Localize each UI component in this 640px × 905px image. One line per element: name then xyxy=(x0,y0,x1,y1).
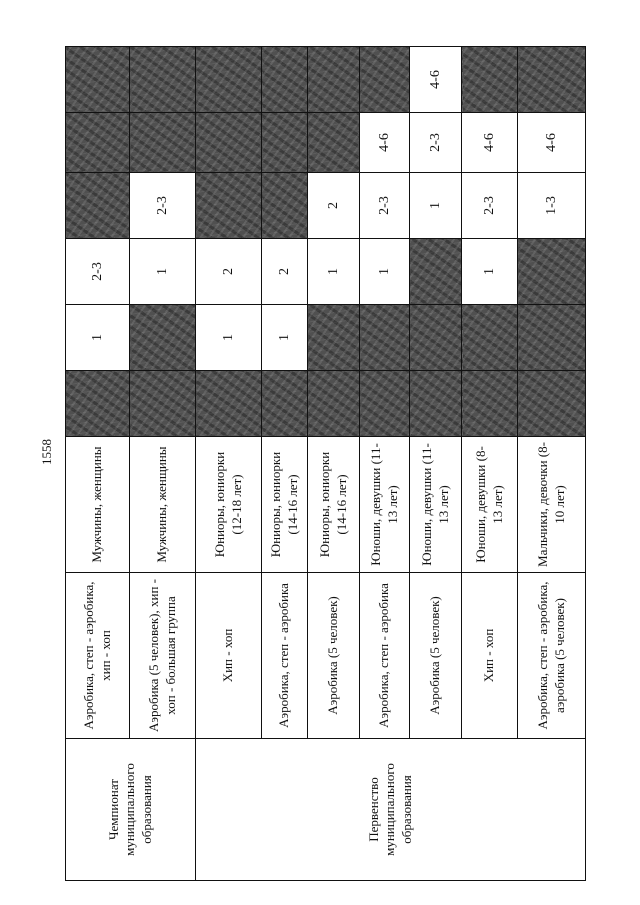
shaded-cell xyxy=(66,113,130,173)
discipline-cell: Аэробика, степ - аэробика, аэробика (5 человек) xyxy=(518,573,586,739)
discipline-cell: Хип - хоп xyxy=(462,573,518,739)
shaded-cell xyxy=(518,371,586,437)
discipline-cell: Хип - хоп xyxy=(196,573,262,739)
discipline-cell: Аэробика, степ - аэробика xyxy=(360,573,410,739)
shaded-cell xyxy=(518,239,586,305)
place-cell: 1 xyxy=(308,239,360,305)
competition-cell: Чемпионат муниципального образования xyxy=(66,739,196,881)
place-cell: 2 xyxy=(262,239,308,305)
discipline-cell: Аэробика (5 человек) xyxy=(308,573,360,739)
place-cell: 2-3 xyxy=(130,173,196,239)
shaded-cell xyxy=(196,173,262,239)
place-cell: 2 xyxy=(196,239,262,305)
place-cell: 2-3 xyxy=(462,173,518,239)
category-cell: Юноши, девушки (11-13 лет) xyxy=(360,437,410,573)
place-cell: 1 xyxy=(66,305,130,371)
place-cell: 1 xyxy=(360,239,410,305)
shaded-cell xyxy=(462,305,518,371)
table-row xyxy=(196,47,262,881)
place-cell: 1 xyxy=(196,305,262,371)
category-cell: Юниоры, юниорки (14-16 лет) xyxy=(262,437,308,573)
category-cell: Юниоры, юниорки (12-18 лет) xyxy=(196,437,262,573)
place-cell: 4-6 xyxy=(462,113,518,173)
discipline-cell: Аэробика, степ - аэробика, хип - хоп xyxy=(66,573,130,739)
place-cell: 4-6 xyxy=(410,47,462,113)
place-cell: 1 xyxy=(262,305,308,371)
shaded-cell xyxy=(66,371,130,437)
shaded-cell xyxy=(462,371,518,437)
discipline-cell: Аэробика (5 человек), хип - хоп - большая группа xyxy=(130,573,196,739)
place-cell: 1 xyxy=(462,239,518,305)
shaded-cell xyxy=(360,371,410,437)
discipline-cell: Аэробика, степ - аэробика xyxy=(262,573,308,739)
category-cell: Мужчины, женщины xyxy=(66,437,130,573)
shaded-cell xyxy=(262,47,308,113)
shaded-cell xyxy=(196,47,262,113)
shaded-cell xyxy=(130,371,196,437)
place-cell: 2 xyxy=(308,173,360,239)
shaded-cell xyxy=(410,239,462,305)
competition-cell: Первенство муниципального образования xyxy=(196,739,586,881)
place-cell: 4-6 xyxy=(518,113,586,173)
shaded-cell xyxy=(308,47,360,113)
discipline-cell: Аэробика (5 человек) xyxy=(410,573,462,739)
table-row xyxy=(66,47,130,881)
category-cell: Мальчики, девочки (8-10 лет) xyxy=(518,437,586,573)
results-table xyxy=(65,46,586,881)
shaded-cell xyxy=(196,371,262,437)
place-cell: 2-3 xyxy=(410,113,462,173)
shaded-cell xyxy=(410,305,462,371)
place-cell: 1 xyxy=(130,239,196,305)
shaded-cell xyxy=(66,47,130,113)
shaded-cell xyxy=(262,173,308,239)
place-cell: 1 xyxy=(410,173,462,239)
shaded-cell xyxy=(262,371,308,437)
shaded-cell xyxy=(308,305,360,371)
category-cell: Юноши, девушки (11-13 лет) xyxy=(410,437,462,573)
shaded-cell xyxy=(518,305,586,371)
shaded-cell xyxy=(360,305,410,371)
shaded-cell xyxy=(262,113,308,173)
shaded-cell xyxy=(308,113,360,173)
shaded-cell xyxy=(518,47,586,113)
shaded-cell xyxy=(130,305,196,371)
shaded-cell xyxy=(462,47,518,113)
place-cell: 2-3 xyxy=(66,239,130,305)
category-cell: Юниоры, юниорки (14-16 лет) xyxy=(308,437,360,573)
shaded-cell xyxy=(130,113,196,173)
shaded-cell xyxy=(360,47,410,113)
category-cell: Мужчины, женщины xyxy=(130,437,196,573)
category-cell: Юноши, девушки (8-13 лет) xyxy=(462,437,518,573)
shaded-cell xyxy=(66,173,130,239)
shaded-cell xyxy=(308,371,360,437)
place-cell: 4-6 xyxy=(360,113,410,173)
page-number: 1558 xyxy=(39,439,54,465)
place-cell: 1-3 xyxy=(518,173,586,239)
shaded-cell xyxy=(196,113,262,173)
shaded-cell xyxy=(410,371,462,437)
shaded-cell xyxy=(130,47,196,113)
table-body xyxy=(66,47,586,881)
scanned-table xyxy=(65,47,567,881)
place-cell: 2-3 xyxy=(360,173,410,239)
